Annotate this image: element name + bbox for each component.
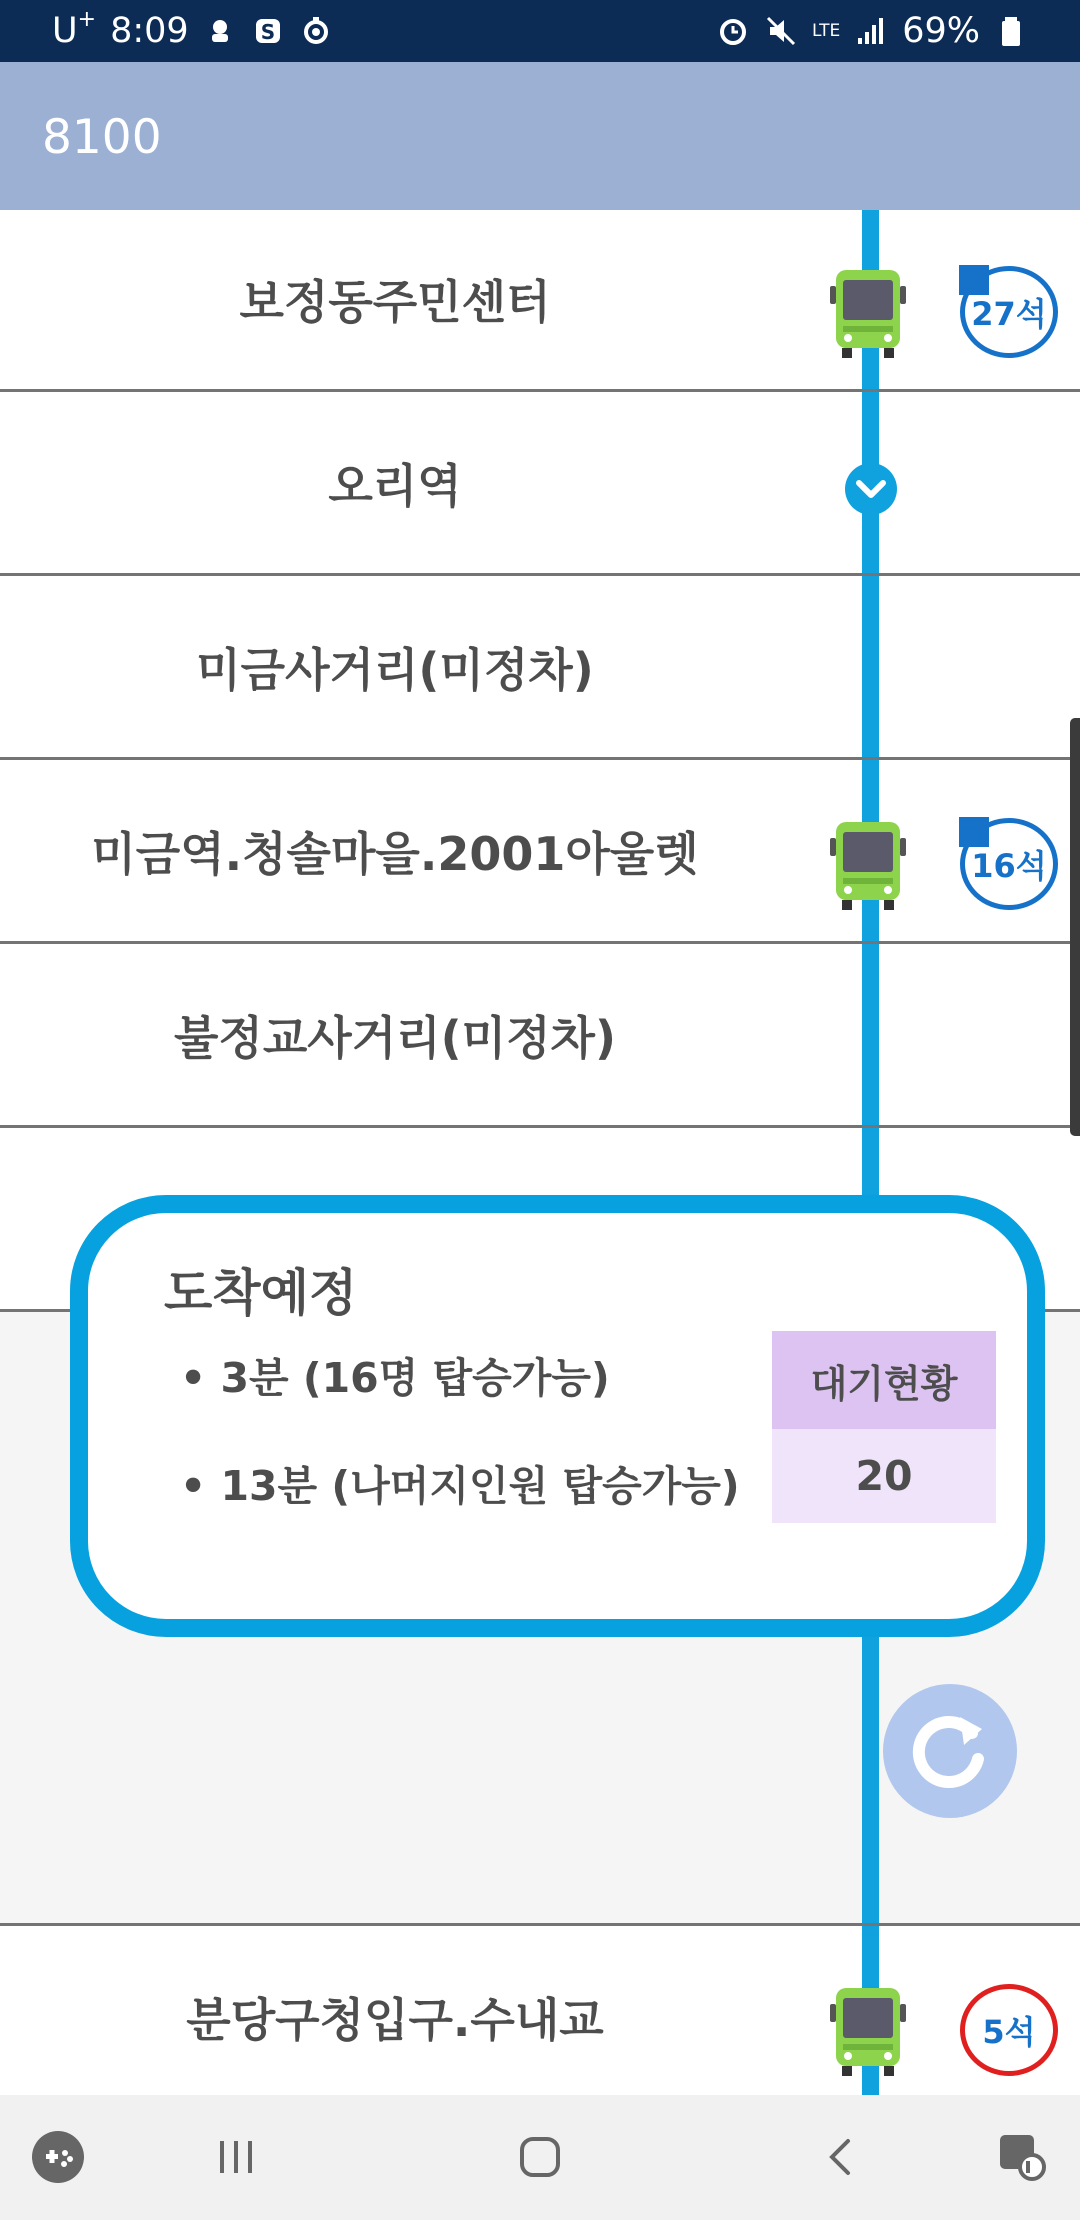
recent-apps-button[interactable] [196,2117,276,2197]
stop-name: 미금사거리(미정차) [196,642,594,697]
bus-icon [826,1984,910,2078]
mute-icon [764,14,798,48]
notification-icon [203,14,237,48]
arrival-title: 도착예정 [164,1264,358,1322]
status-bar [0,0,1080,62]
arrival-line: • 3분 (16명 탑승가능) [180,1354,610,1402]
home-icon [512,2129,568,2185]
navigation-bar [0,2095,1080,2220]
battery-icon [994,14,1028,48]
stop-name: 오리역 [328,458,462,513]
alarm-icon [716,14,750,48]
recent-apps-icon [208,2129,264,2185]
location-icon [299,14,333,48]
stop-name: 불정교사거리(미정차) [174,1010,616,1065]
battery-percent: 69% [902,11,980,51]
wait-status-header: 대기현황 [772,1331,996,1429]
bus-icon [826,818,910,912]
s-app-icon [251,14,285,48]
back-icon [814,2129,870,2185]
game-launcher-button[interactable] [18,2117,98,2197]
stop-row[interactable] [0,941,1080,1125]
stop-row[interactable] [0,389,1080,573]
gamepad-icon [30,2129,86,2185]
route-track-segment [862,944,879,1125]
stop-row[interactable] [0,573,1080,757]
bus-icon [826,266,910,360]
back-button[interactable] [802,2117,882,2197]
wait-status-value: 20 [772,1429,996,1523]
refresh-icon [902,1703,998,1799]
stop-name: 분당구청입구.수내교 [186,1992,604,2047]
arrival-info-card [70,1195,1045,1637]
status-time: 8:09 [110,11,189,51]
stop-name: 미금역.청솔마을.2001아울렛 [91,826,699,881]
app-bar [0,62,1080,210]
refresh-button[interactable] [883,1684,1017,1818]
network-type: LTE [811,21,841,41]
stop-row[interactable] [0,757,1080,941]
carrier-label: U+ [52,7,97,51]
scrollbar[interactable] [1070,718,1080,1136]
page-title: 8100 [42,110,162,165]
signal-icon [854,14,888,48]
stop-row[interactable] [0,1923,1080,2095]
touch-icon [994,2129,1050,2185]
seat-count-badge: 5석 [960,1984,1058,2076]
seat-count-badge: 27석 [960,266,1058,358]
arrival-line: • 13분 (나머지인원 탑승가능) [180,1462,740,1510]
seat-count-badge: 16석 [960,818,1058,910]
route-track-segment [862,576,879,757]
chevron-down-icon [844,462,898,516]
assistant-button[interactable] [982,2117,1062,2197]
wait-status-table [772,1331,996,1523]
status-left [52,0,333,62]
stop-name: 보정동주민센터 [239,274,551,329]
status-right [716,0,1028,62]
route-list[interactable] [0,210,1080,2095]
home-button[interactable] [500,2117,580,2197]
stop-row[interactable] [0,210,1080,389]
svg-text:S: S [260,20,275,44]
